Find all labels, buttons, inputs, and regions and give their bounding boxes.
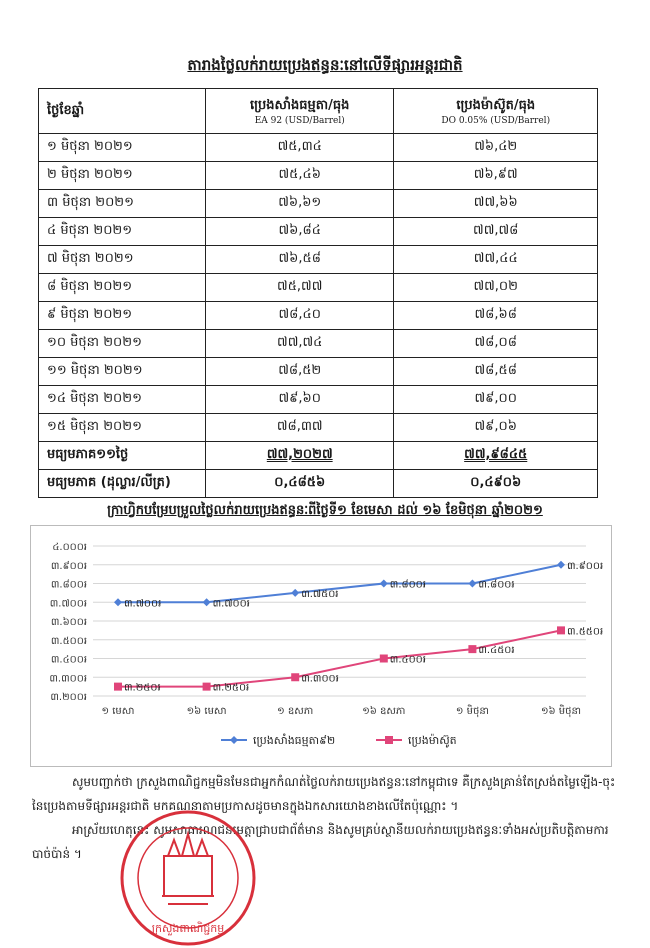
table-row	[39, 386, 598, 414]
data-label: ៣.២៥០៛	[212, 682, 250, 694]
diesel-cell: ៧៧,៧៨	[394, 218, 598, 246]
y-tick-label: ៣.៧០០៛	[49, 598, 87, 610]
average-per-liter-gasoline: ០,៤៨៥៦	[206, 470, 394, 498]
data-label: ៣.៧០០៛	[124, 598, 162, 610]
gasoline-cell: ៧៨,៤០	[206, 302, 394, 330]
diesel-cell: ៧៩,០៦	[394, 414, 598, 442]
data-label: ៣.៤០០៛	[389, 654, 426, 666]
date-cell: ១០ មិថុនា ២០២១	[39, 330, 206, 358]
gasoline-cell: ៧៦,៥៨	[206, 246, 394, 274]
table-header-row	[39, 89, 598, 134]
data-point	[468, 580, 476, 588]
data-label: ៣.៨០០៛	[389, 579, 426, 591]
diesel-cell: ៧៧,០២	[394, 274, 598, 302]
price-chart	[30, 525, 612, 767]
data-label: ៣.៥៥០៛	[567, 626, 604, 638]
diesel-cell: ៧៨,៥៨	[394, 358, 598, 386]
header-diesel: ប្រេងម៉ាស៊ូត/ធុង DO 0.05% (USD/Barrel)	[394, 89, 598, 134]
gasoline-cell: ៧៥,៤៦	[206, 162, 394, 190]
table-row	[39, 358, 598, 386]
table-row	[39, 330, 598, 358]
average-diesel: ៧៧,៩៨៤៥	[464, 447, 528, 462]
table-row	[39, 218, 598, 246]
legend-marker	[230, 736, 238, 744]
y-tick-label: ៣.៥០០៛	[50, 635, 87, 647]
data-point	[114, 598, 122, 606]
gasoline-cell: ៧៧,៧៤	[206, 330, 394, 358]
average-gasoline: ៧៧,២០២៧	[266, 447, 333, 462]
data-label: ៣.៨០០៛	[478, 579, 515, 591]
data-point	[203, 598, 211, 606]
x-tick-label: ១៦ មេសា	[186, 706, 227, 717]
document-title: តារាងថ្លៃលក់រាយប្រេងឥន្ធនៈនៅលើទីផ្សារអន្តរជាតិ	[187, 56, 463, 74]
data-point	[291, 673, 299, 681]
diesel-cell: ៧៧,៦៦	[394, 190, 598, 218]
date-cell: ៨ មិថុនា ២០២១	[39, 274, 206, 302]
date-cell: ៣ មិថុនា ២០២១	[39, 190, 206, 218]
x-tick-label: ១៦ មិថុនា	[540, 706, 582, 717]
average-per-liter-label: មធ្យមភាគ (ដុល្លារ/លីត្រ)	[39, 470, 206, 498]
legend-label: ប្រេងម៉ាស៊ូត	[408, 734, 457, 747]
x-tick-label: ១ ឧសភា	[277, 706, 314, 717]
table-row	[39, 246, 598, 274]
date-cell: ៤ មិថុនា ២០២១	[39, 218, 206, 246]
table-row	[39, 190, 598, 218]
table-row	[39, 302, 598, 330]
chart-title: ក្រាហ្វិកបម្រែបម្រួលថ្លៃលក់រាយប្រេងឥន្ធនៈពីថ្ងៃទី១ ខែមេសា ដល់ ១៦ ខែមិថុនា ឆ្នាំ២០២១	[107, 503, 543, 518]
gasoline-cell: ៧៨,៣៧	[206, 414, 394, 442]
data-point	[203, 683, 211, 691]
date-cell: ៧ មិថុនា ២០២១	[39, 246, 206, 274]
diesel-cell: ៧៩,០០	[394, 386, 598, 414]
seal-text: ក្រសួងពាណិជ្ជកម្ម	[151, 922, 225, 935]
request-paragraph: អាស្រ័យហេតុនេះ សូមសាធារណជនមេត្តាជ្រាបជាព័ត៌មាន និងសូមគ្រប់ស្ថានីយលក់រាយប្រេងឥន្ធនៈទាំងអស់ប្រតិបត្តិតាមការបាច់ប៉ាន់ ។	[32, 823, 609, 861]
data-point	[380, 655, 388, 663]
diesel-cell: ៧៦,៩៧	[394, 162, 598, 190]
x-tick-label: ១ មិថុនា	[455, 706, 489, 717]
y-tick-label: ៣.៩០០៛	[50, 560, 87, 572]
diesel-cell: ៧៨,៦៨	[394, 302, 598, 330]
gasoline-cell: ៧៥,៧៧	[206, 274, 394, 302]
y-tick-label: ៣.៦០០៛	[50, 617, 87, 628]
average-row	[39, 442, 598, 470]
legend-marker	[385, 736, 393, 744]
average-per-liter-row	[39, 470, 598, 498]
date-cell: ១ មិថុនា ២០២១	[39, 134, 206, 162]
data-label: ៣.៧០០៛	[212, 598, 250, 610]
average-per-liter-diesel: ០,៤៩០៦	[394, 470, 598, 498]
gasoline-cell: ៧៥,៣៤	[206, 134, 394, 162]
table-row	[39, 274, 598, 302]
data-label: ៣.៧៥០៛	[301, 588, 339, 600]
header-gasoline: ប្រេងសាំងធម្មតា/ធុង EA 92 (USD/Barrel)	[206, 89, 394, 134]
y-tick-label: ៣.២០០៛	[50, 692, 87, 703]
data-label: ៣.២៥០៛	[124, 682, 161, 694]
date-cell: ១១ មិថុនា ២០២១	[39, 358, 206, 386]
data-point	[380, 580, 388, 588]
data-point	[114, 683, 122, 691]
data-label: ៣.៩០០៛	[567, 560, 604, 572]
y-tick-label: ៣.៣០០៛	[49, 673, 87, 685]
data-point	[557, 561, 565, 569]
gasoline-cell: ៧៨,៥២	[206, 358, 394, 386]
diesel-cell: ៧៨,០៨	[394, 330, 598, 358]
data-label: ៣.៤៥០៛	[478, 645, 515, 657]
data-point	[468, 645, 476, 653]
legend-label: ប្រេងសាំងធម្មតា៩២	[253, 734, 336, 747]
y-tick-label: ៣.៤០០៛	[50, 654, 87, 666]
gasoline-cell: ៧៦,៦១	[206, 190, 394, 218]
x-tick-label: ១ មេសា	[101, 706, 135, 717]
data-point	[291, 589, 299, 597]
table-row	[39, 414, 598, 442]
date-cell: ២ មិថុនា ២០២១	[39, 162, 206, 190]
y-tick-label: ៣.៨០០៛	[50, 579, 87, 591]
y-tick-label: ៤.០០០៛	[52, 542, 87, 553]
gasoline-cell: ៧៩,៦០	[206, 386, 394, 414]
header-date: ថ្ងៃខែឆ្នាំ	[39, 89, 206, 134]
date-cell: ១៤ មិថុនា ២០២១	[39, 386, 206, 414]
note-paragraph: សូមបញ្ជាក់ថា ក្រសួងពាណិជ្ជកម្មមិនមែនជាអ្នកកំណត់ថ្លៃលក់រាយប្រេងឥន្ធនៈនៅកម្ពុជាទេ គឺក្រសួងគ្រាន់តែស្រង់តម្លៃឡើង-ចុះ នៃប្រេងតាមទីផ្សារអន្តរជាតិ មកគណនាតាមប្រកាសដូចមានក្នុងឯកសារយោងខាងលើតែប៉ុណ្ណោះ ។	[32, 775, 616, 813]
table-row	[39, 134, 598, 162]
data-label: ៣.៣០០៛	[301, 673, 339, 685]
diesel-cell: ៧៦,៤២	[394, 134, 598, 162]
date-cell: ៩ មិថុនា ២០២១	[39, 302, 206, 330]
average-label: មធ្យមភាគ១១ថ្ងៃ	[39, 442, 206, 470]
date-cell: ១៥ មិថុនា ២០២១	[39, 414, 206, 442]
x-tick-label: ១៦ ឧសភា	[362, 706, 406, 717]
fuel-price-table	[38, 88, 598, 498]
table-row	[39, 162, 598, 190]
price-chart-svg	[31, 526, 611, 766]
gasoline-cell: ៧៦,៨៤	[206, 218, 394, 246]
data-point	[557, 626, 565, 634]
diesel-cell: ៧៧,៤៤	[394, 246, 598, 274]
ministry-seal	[118, 808, 258, 948]
